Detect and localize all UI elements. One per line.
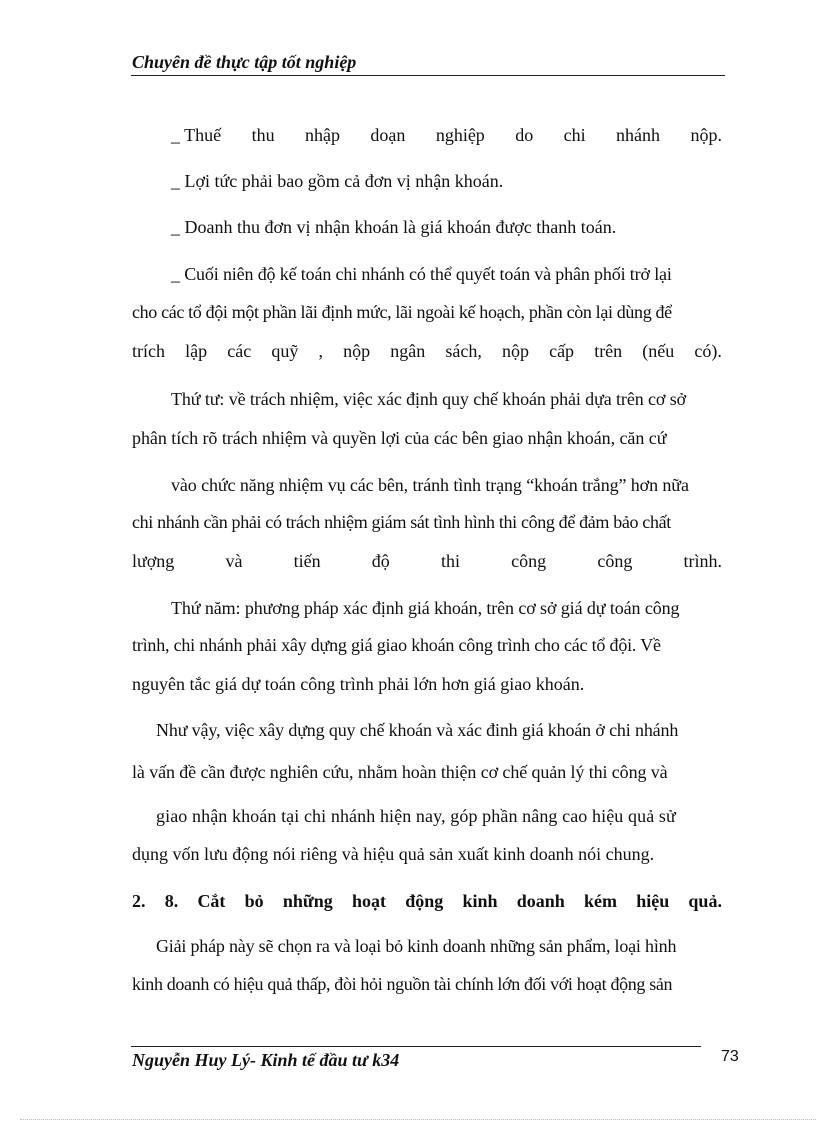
word: trích <box>132 341 165 361</box>
heading-word: quả. <box>688 891 722 911</box>
word: công <box>597 551 633 571</box>
paragraph-line-8: phân tích rõ trách nhiệm và quyền lợi của các bên giao nhận khoán, căn cứ <box>132 428 667 448</box>
heading-word: 2. <box>132 891 146 911</box>
paragraph-line-7: Thứ tư: về trách nhiệm, việc xác định quy chế khoán phải dựa trên cơ sở <box>171 389 687 409</box>
page-number: 73 <box>721 1048 739 1065</box>
paragraph-line-14: nguyên tắc giá dự toán công trình phải lớn hơn giá giao khoán. <box>132 674 585 694</box>
heading-word: 8. <box>164 891 179 911</box>
word: chi <box>563 125 586 145</box>
word: (nếu <box>642 341 675 361</box>
word: nộp <box>343 341 371 361</box>
paragraph-line-5: cho các tổ đội một phần lãi định mức, lãi ngoài kế hoạch, phần còn lại dùng để <box>132 302 672 322</box>
word: thu <box>251 125 275 145</box>
word: độ <box>371 551 390 571</box>
heading-word: hoạt <box>351 891 386 911</box>
word: quỹ <box>271 341 299 361</box>
heading-word: kém <box>583 891 617 911</box>
heading-word: hiệu <box>636 891 670 911</box>
section-heading <box>132 890 722 912</box>
word: _ Thuế <box>171 125 222 145</box>
header-rule <box>131 75 725 76</box>
footer-author: Nguyễn Huy Lý- Kinh tế đầu tư k34 <box>132 1050 400 1070</box>
heading-word: doanh <box>516 891 565 911</box>
paragraph-line-21: kinh doanh có hiệu quả thấp, đòi hỏi nguồn tài chính lớn đối với hoạt động sản <box>132 974 673 994</box>
word: lập <box>185 341 208 361</box>
word: do <box>515 125 534 145</box>
paragraph-line-1 <box>171 124 722 146</box>
paragraph-line-4: _ Cuối niên độ kế toán chi nhánh có thể quyết toán và phân phối trở lại <box>171 264 672 284</box>
heading-word: Cắt <box>197 891 226 911</box>
word: trên <box>594 341 623 361</box>
paragraph-line-9: vào chức năng nhiệm vụ các bên, tránh tình trạng “khoán trắng” hơn nữa <box>171 475 689 495</box>
header-title: Chuyên đề thực tập tốt nghiệp <box>132 52 357 72</box>
paragraph-line-11 <box>132 550 722 572</box>
word: nhập <box>305 125 340 145</box>
word: nộp. <box>690 125 722 145</box>
word: ngân <box>390 341 426 361</box>
paragraph-line-16: là vấn đề cần được nghiên cứu, nhằm hoàn thiện cơ chế quản lý thi công và <box>132 762 668 782</box>
paragraph-line-12: Thứ năm: phương pháp xác định giá khoán, trên cơ sở giá dự toán công <box>171 598 680 618</box>
paragraph-line-18: dụng vốn lưu động nói riêng và hiệu quả sản xuất kinh doanh nói chung. <box>132 844 655 864</box>
word: doạn <box>370 125 406 145</box>
word: nghiệp <box>435 125 485 145</box>
paragraph-line-13: trình, chi nhánh phải xây dựng giá giao khoán công trình cho các tổ đội. Về <box>132 635 661 655</box>
heading-word: những <box>282 891 333 911</box>
word: lượng <box>132 551 175 571</box>
word: cấp <box>549 341 575 361</box>
footer-rule <box>131 1046 701 1047</box>
word: nộp <box>501 341 529 361</box>
paragraph-line-17: giao nhận khoán tại chi nhánh hiện nay, góp phần nâng cao hiệu quả sử <box>156 806 676 826</box>
paragraph-line-15: Như vậy, việc xây dựng quy chế khoán và xác đinh giá khoán ở chi nhánh <box>156 720 679 740</box>
word: và <box>225 551 243 571</box>
page-edge-dotted-line <box>20 1119 816 1120</box>
word: nhánh <box>616 125 661 145</box>
word: tiến <box>293 551 321 571</box>
word: các <box>227 341 252 361</box>
heading-word: động <box>405 891 444 911</box>
word: có). <box>694 341 722 361</box>
word: , <box>318 341 323 361</box>
word: công <box>511 551 547 571</box>
paragraph-line-10: chi nhánh cần phải có trách nhiệm giám sát tình hình thi công để đảm bảo chất <box>132 512 671 532</box>
word: thi <box>440 551 460 571</box>
paragraph-line-20: Giải pháp này sẽ chọn ra và loại bỏ kinh doanh những sản phẩm, loại hình <box>156 936 677 956</box>
word: sách, <box>445 341 482 361</box>
heading-word: kinh <box>462 891 498 911</box>
paragraph-line-3: _ Doanh thu đơn vị nhận khoán là giá khoán được thanh toán. <box>171 217 617 237</box>
paragraph-line-6 <box>132 340 722 362</box>
word: trình. <box>683 551 722 571</box>
paragraph-line-2: _ Lợi tức phải bao gồm cả đơn vị nhận khoán. <box>171 171 504 191</box>
heading-word: bỏ <box>244 891 264 911</box>
